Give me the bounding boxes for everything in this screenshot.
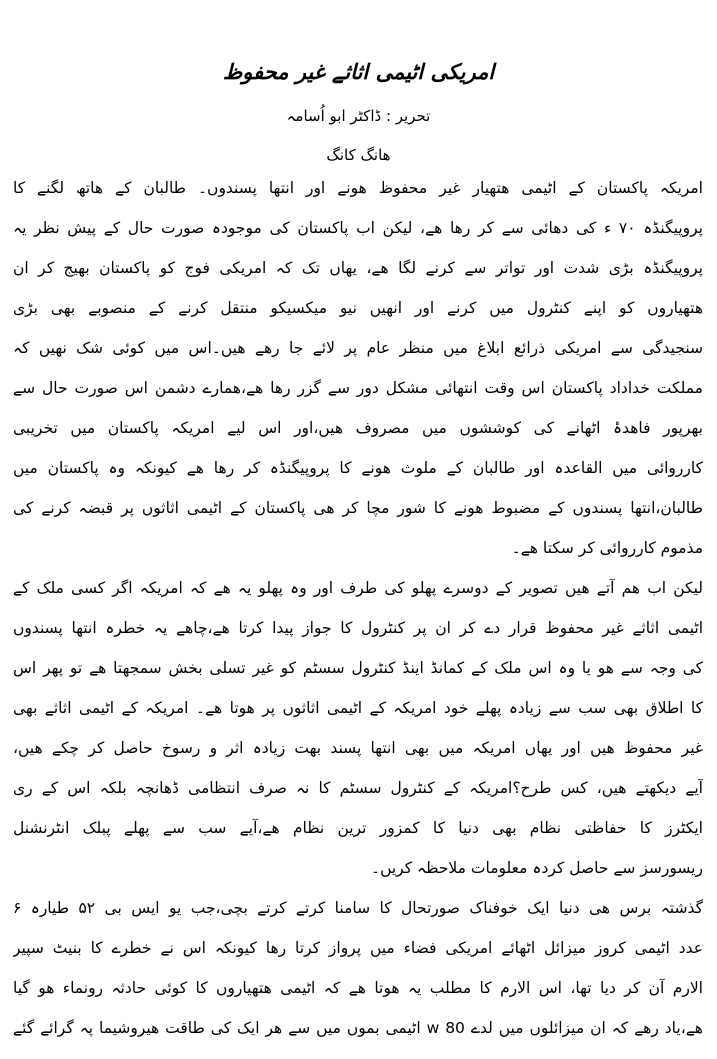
article-location: ھانگ کانگ (326, 146, 391, 164)
body-line: کی وجہ سے ھو یا وہ اس ملک کے کمانڈ اینڈ کنٹرول سسٹم کو غیر تسلی بخش سمجھتا ھے تو پھر اس (13, 659, 703, 677)
body-line: ھے،یاد رھے کہ ان میزائلوں میں لدے w 80 اٹیمی بموں میں سے ھر ایک کی طاقت ھیروشیما پہ گرائے گئے (13, 1019, 703, 1037)
body-line: مملکت خداداد پاکستان اس وقت انتھائی مشکل دور سے گزر رھا ھے،ھمارے دشمن اس صورت حال سے (13, 379, 703, 397)
body-line: مذموم کارروائی کر سکتا ھے۔ (511, 539, 703, 557)
body-line: پروپیگنڈہ ۷۰ ء کی دھائی سے کر رھا ھے، لیکن اب پاکستان کی موجودہ صورت حال کے پیش نظر یہ (13, 219, 703, 237)
body-line: کا اطلاق بھی سب سے زیادہ پھلے خود امریکہ کے اٹیمی اثاثوں پر ھوتا ھے۔ امریکہ کے اٹیمی اثاثے بھی (13, 699, 703, 717)
body-line: اٹیمی اثاثے غیر محفوظ قرار دے کر ان پر کنٹرول کا جواز پیدا کرتا ھے،چاھے یہ خطرہ انتھا پسندوں (13, 619, 703, 637)
body-line: ھتھیاروں کو اپنے کنٹرول میں کرنے اور انھیں نیو میکسیکو منتقل کرنے کے منصوبے بھی بڑی (13, 299, 703, 317)
body-line: بھرپور فاھدۂ اٹھانے کی کوششوں میں مصروف ھیں،اور اس لیے امریکہ پاکستان میں تخریبی (13, 419, 703, 437)
body-line: گذشتہ برس ھی دنیا ایک خوفناک صورتحال کا سامنا کرتے کرتے بچی،جب یو ایس بی ۵۲ طیارہ ۶ (13, 899, 703, 917)
body-line: آیے دیکھتے ھیں، کس طرح؟امریکہ کے کنٹرول سسٹم کا نہ صرف انتظامی ڈھانچہ بلکہ اس کے ری (13, 779, 703, 797)
body-line: طالبان،انتھا پسندوں کے مضبوط ھونے کا شور مچا کر ھی پاکستان کے اٹیمی اثاثوں پر قبضہ کرنے کی (13, 499, 703, 517)
body-line: ریسورسز سے حاصل کردہ معلومات ملاحظہ کریں۔ (370, 859, 703, 877)
body-line: امریکہ پاکستان کے اٹیمی ھتھیار غیر محفوظ ھونے اور انتھا پسندوں۔ طالبان کے ھاتھ لگنے کا (13, 179, 703, 197)
body-line: الارم آن کر دیا تھا، اس الارم کا مطلب یہ ھوتا ھے کہ اٹیمی ھتھیاروں کا کوئی حادثہ رونماء ھو گیا (13, 979, 703, 997)
body-line: عدد اٹیمی کروز میزائل اٹھائے امریکی فضاء میں پرواز کرتا رھا کیونکہ اس نے خطرے کا بنیٹ سپیر (13, 939, 703, 957)
body-line: ایکٹرز کا حفاظتی نظام بھی دنیا کا کمزور ترین نظام ھے،آیے سب سے پھلے پبلک انٹرنشنل (13, 819, 703, 837)
body-line: پروپیگنڈہ بڑی شدت اور تواتر سے کرنے لگا ھے، یھاں تک کہ امریکی فوج کو پاکستان بھیج کر ان (13, 259, 703, 277)
article-title: امریکی اٹیمی اثاثے غیر محفوظ (222, 60, 495, 84)
body-line: کارروائی میں القاعدہ اور طالبان کے ملوث ھونے کا پروپیگنڈہ کر رھا ھے کیونکہ وہ پاکستان میں (13, 459, 703, 477)
body-line: غیر محفوظ ھیں اور یھاں امریکہ میں بھی انتھا پسند بھت زیادہ اثر و رسوخ حاصل کر چکے ھیں، (13, 739, 703, 757)
article-author: تحریر : ڈاکٹر ابو اُسامہ (286, 107, 431, 125)
body-line: لیکن اب ھم آتے ھیں تصویر کے دوسرے پھلو کی طرف اور وہ پھلو یہ ھے کہ امریکہ اگر کسی ملک کے (13, 579, 703, 597)
body-line: سنجیدگی سے امریکی ذرائع ابلاغ میں منظر عام پر لائے جا رھے ھیں۔اس میں کوئی شک نھیں کہ (13, 339, 703, 357)
